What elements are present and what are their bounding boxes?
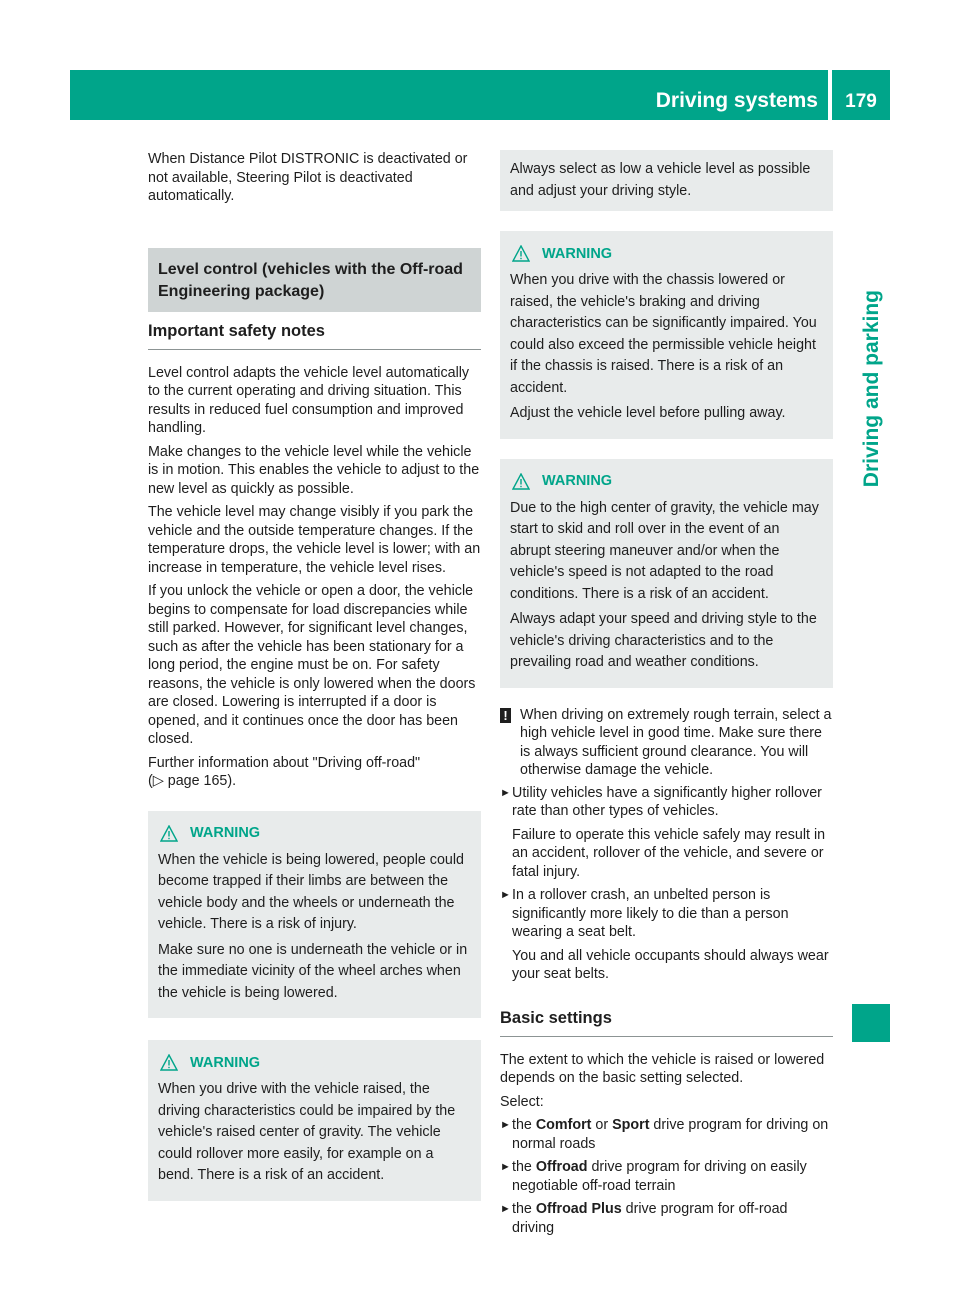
warning-label: WARNING (190, 825, 261, 841)
intro-text: When Distance Pilot DISTRONIC is deactivated or not available, Steering Pilot is deactivated automatically. (148, 151, 468, 204)
warning-text: Due to the high center of gravity, the vehicle may start to skid and roll over in the event of an abrupt steering maneuver and/or when the vehicle's speed is not adapted to the road conditions. There is a risk of an accident. (510, 499, 819, 602)
list-item-text: Failure to operate this vehicle safely may result in an accident, rollover of the vehicle, and severe or fatal injury. (512, 826, 826, 880)
warning-text: Adjust the vehicle level before pulling away. (510, 405, 786, 421)
list-item-text: Utility vehicles have a significantly higher rollover rate than other types of vehicles. (512, 784, 822, 819)
warning-triangle-icon (160, 1054, 178, 1071)
section-title: Level control (vehicles with the Off-road Engineering package) (148, 248, 481, 312)
list-item (500, 1200, 833, 1242)
warning-text: Always adapt your speed and driving style to the vehicle's driving characteristics and to the prevailing road and weather conditions. (510, 611, 817, 670)
paragraph: The extent to which the vehicle is raised or lowered depends on the basic setting selected. (500, 1051, 825, 1086)
warning-triangle-icon (512, 473, 530, 490)
bullet-icon: ► (500, 889, 511, 901)
warning-label: WARNING (542, 245, 613, 262)
list-item (500, 1158, 833, 1200)
paragraph: The vehicle level may change visibly if you park the vehicle and the outside temperature changes. If the temperature drops, the vehicle level is lower; with an increase in temperature, the vehicle level rises. (148, 504, 481, 576)
warning-text: Make sure no one is underneath the vehicle or in the immediate vicinity of the wheel arches when the vehicle is being lowered. (158, 941, 468, 1001)
note-text: When driving on extremely rough terrain, select a high vehicle level in good time. Make sure there is always sufficient ground clearance. You will otherwise damage the vehicle. (520, 706, 832, 778)
drive-program-name: Offroad Plus (535, 1201, 622, 1217)
page-number: 179 (845, 91, 877, 112)
drive-program-name: Sport (612, 1117, 650, 1133)
drive-program-name: Offroad (535, 1159, 588, 1175)
list-item (500, 886, 833, 989)
warning-box (148, 811, 481, 1019)
right-column (500, 150, 833, 1242)
select-label: Select: (500, 1093, 544, 1110)
warning-box (500, 459, 833, 688)
page-reference-link[interactable]: page 165). (167, 773, 237, 789)
list-item-text: You and all vehicle occupants should always wear your seat belts. (512, 947, 829, 982)
warning-text: When the vehicle is being lowered, people could become trapped if their limbs are between the vehicle body and the wheels or underneath the vehicle. There is a risk of injury. (158, 851, 464, 932)
paragraph-text: Further information about "Driving off-road" (148, 754, 421, 771)
list-item (500, 1116, 833, 1158)
warning-heading (510, 245, 823, 262)
info-text: Always select as low a vehicle level as possible and adjust your driving style. (510, 161, 811, 199)
list-item-text: the Offroad drive program for driving on easily negotiable off-road terrain (512, 1159, 807, 1194)
header-bar (70, 70, 890, 120)
bullet-icon: ► (500, 1203, 511, 1215)
bullet-icon: ► (500, 1161, 511, 1173)
warning-triangle-icon (512, 245, 530, 262)
warning-label: WARNING (542, 473, 613, 489)
warning-text: When you drive with the chassis lowered or raised, the vehicle's braking and driving characteristics can be significantly impaired. You could also exceed the permissible vehicle height if the chassis is raised. There is a risk of an accident. (510, 272, 817, 396)
subheading-safety-notes: Important safety notes (148, 322, 481, 350)
warning-box (500, 231, 833, 439)
subheading-basic-settings: Basic settings (500, 1009, 833, 1037)
warning-heading (158, 825, 471, 842)
side-tab-marker (852, 1004, 890, 1042)
list-item-text: the Offroad Plus drive program for off-road driving (512, 1201, 788, 1236)
paragraph: Level control adapts the vehicle level automatically to the current operating and driving situation. This results in reduced fuel consumption and improved handling. (148, 364, 470, 436)
warning-triangle-icon (160, 825, 178, 842)
note-block (500, 706, 833, 780)
chapter-title: Driving systems (655, 89, 818, 112)
list-item-text: the Comfort or Sport drive program for driving on normal roads (512, 1117, 829, 1152)
side-tab-label: Driving and parking (860, 290, 883, 488)
bullet-icon: ► (500, 786, 511, 799)
drive-program-name: Comfort (535, 1117, 592, 1133)
list-item (500, 784, 833, 887)
page-ref-arrow-icon: ▷ (152, 773, 164, 789)
warning-text: When you drive with the vehicle raised, the driving characteristics could be impaired by the vehicle's raised center of gravity. The vehicle could rollover more easily, for example on a bend. There is a risk of an accident. (158, 1081, 456, 1183)
paragraph: If you unlock the vehicle or open a door, the vehicle begins to compensate for load discrepancies while still parked. However, for significant level changes, such as after the vehicle has been stationary for a long period, the engine must be on. For safety reasons, the vehicle is only lowered when the doors are closed. Lowering is interrupted if a door is opened, and it continues once the door has been closed. (148, 583, 476, 747)
left-column (148, 150, 481, 1201)
list-item-text: In a rollover crash, an unbelted person is significantly more likely to die than a person wearing a seat belt. (512, 887, 789, 940)
warning-label: WARNING (190, 1054, 261, 1071)
paragraph: Further information about "Driving off-road" (▷ page 165). (148, 754, 421, 789)
exclamation-icon: ! (500, 708, 511, 723)
warning-heading (510, 473, 823, 490)
bullet-icon: ► (500, 1119, 511, 1131)
warning-heading (158, 1054, 471, 1071)
paragraph: Make changes to the vehicle level while the vehicle is in motion. This enables the vehicle to adjust to the new level as quickly as possible. (148, 443, 480, 497)
info-box (500, 150, 833, 211)
warning-box (148, 1040, 481, 1201)
